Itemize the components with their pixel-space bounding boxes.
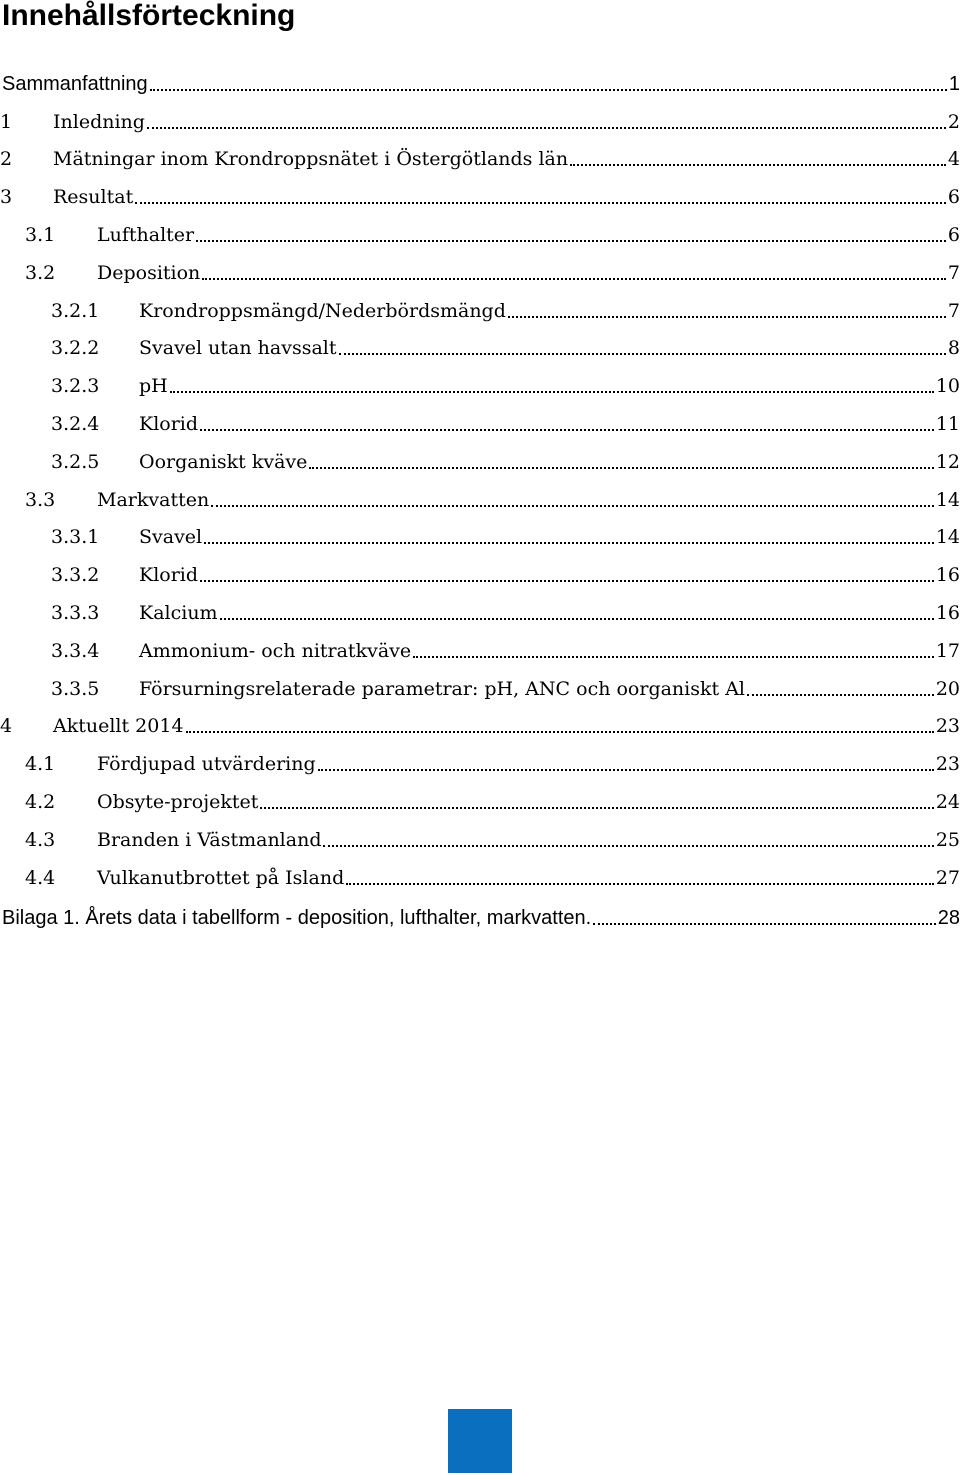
toc-leader-dots [309,467,933,469]
toc-entry-page: 8 [947,337,960,360]
toc-entry-3-3-4[interactable] [0,625,960,663]
toc-list [0,58,960,930]
toc-entry-page: 28 [937,906,960,929]
toc-entry-number: 4 [0,715,13,738]
toc-entry-number: 3.3.2 [51,564,100,587]
toc-leader-dots [260,807,933,809]
toc-leader-dots [339,353,946,355]
toc-entry-number: 3.2 [25,261,56,284]
toc-entry-page: 23 [935,715,960,738]
toc-entry-label: Klorid [139,412,199,435]
toc-entry-3-2-2[interactable] [0,323,960,361]
toc-entry-page: 1 [948,72,960,95]
toc-entry-label: Sammanfattning [2,72,148,95]
toc-entry-3-2-4[interactable] [0,398,960,436]
toc-entry-3-2-3[interactable] [0,360,960,398]
toc-entry-page: 4 [947,148,960,171]
toc-entry-page: 23 [935,753,960,776]
toc-entry-page: 6 [947,186,960,209]
toc-entry-page: 14 [935,526,960,549]
toc-entry-sammanfattning[interactable] [0,58,960,96]
toc-entry-4-4[interactable] [0,852,960,890]
toc-entry-number: 3.3.1 [51,526,100,549]
toc-leader-dots [147,127,946,129]
toc-leader-dots [135,202,946,204]
toc-leader-dots [150,89,947,91]
toc-entry-number: 4.4 [25,866,56,889]
toc-entry-page: 20 [935,677,960,700]
toc-entry-number: 3.3.5 [51,677,100,700]
toc-leader-dots [186,731,934,733]
toc-leader-dots [170,391,934,393]
toc-leader-dots [204,542,934,544]
toc-entry-page: 6 [947,223,960,246]
toc-title: Innehållsförteckning [2,0,296,32]
toc-entry-3-1[interactable] [0,209,960,247]
toc-entry-number: 3.3.3 [51,601,100,624]
toc-entry-number: 3.2.1 [51,299,100,322]
toc-leader-dots [508,316,946,318]
toc-entry-number: 4.3 [25,828,56,851]
toc-entry-4-3[interactable] [0,814,960,852]
toc-entry-label: Resultat [53,186,134,209]
toc-entry-label: Obsyte-projektet [97,790,259,813]
toc-entry-label: Inledning [53,110,145,133]
toc-entry-3-3-2[interactable] [0,549,960,587]
toc-entry-label: Oorganiskt kväve [139,450,308,473]
toc-leader-dots [211,505,934,507]
toc-entry-3-2-1[interactable] [0,285,960,323]
toc-entry-page: 25 [935,828,960,851]
toc-entry-4-2[interactable] [0,776,960,814]
toc-leader-dots [200,580,934,582]
toc-entry-label: pH [139,375,168,398]
toc-entry-label: Krondroppsmängd/Nederbördsmängd [139,299,506,322]
toc-entry-label: Bilaga 1. Årets data i tabellform - deposition, lufthalter, markvatten. [2,906,592,929]
toc-leader-dots [747,694,934,696]
toc-entry-number: 3.3.4 [51,639,100,662]
toc-entry-3-3-5[interactable] [0,663,960,701]
toc-entry-page: 7 [947,261,960,284]
toc-entry-number: 4.1 [25,753,56,776]
toc-entry-number: 3.1 [25,223,56,246]
toc-entry-label: Kalcium [139,601,218,624]
toc-entry-4-1[interactable] [0,738,960,776]
toc-leader-dots [323,845,933,847]
toc-entry-3-3[interactable] [0,474,960,512]
toc-entry-number: 1 [0,110,13,133]
toc-entry-page: 10 [935,375,960,398]
toc-entry-page: 7 [947,299,960,322]
toc-entry-1[interactable] [0,96,960,134]
toc-entry-number: 3 [0,186,13,209]
toc-entry-page: 24 [935,790,960,813]
toc-entry-label: Aktuellt 2014 [53,715,184,738]
toc-entry-label: Mätningar inom Krondroppsnätet i Östergötlands län [53,148,569,171]
toc-entry-page: 16 [935,601,960,624]
footer-logo-square [448,1409,512,1473]
toc-leader-dots [196,240,946,242]
toc-leader-dots [593,923,936,925]
toc-entry-label: Markvatten [97,488,210,511]
toc-entry-bilaga-1[interactable] [0,890,960,930]
toc-leader-dots [202,278,946,280]
toc-entry-label: Fördjupad utvärdering [97,753,316,776]
toc-entry-number: 4.2 [25,790,56,813]
toc-leader-dots [413,656,934,658]
toc-entry-page: 12 [935,450,960,473]
toc-entry-label: Klorid [139,564,199,587]
toc-entry-label: Svavel [139,526,203,549]
toc-entry-page: 16 [935,564,960,587]
toc-entry-page: 27 [935,866,960,889]
toc-entry-3[interactable] [0,171,960,209]
toc-entry-number: 2 [0,148,13,171]
toc-entry-2[interactable] [0,134,960,172]
toc-leader-dots [200,429,934,431]
toc-entry-label: Deposition [97,261,201,284]
toc-entry-label: Branden i Västmanland [97,828,322,851]
toc-entry-label: Vulkanutbrottet på Island [97,866,345,889]
toc-entry-4[interactable] [0,701,960,739]
toc-entry-label: Ammonium- och nitratkväve [139,639,412,662]
toc-entry-number: 3.2.4 [51,412,100,435]
toc-entry-label: Lufthalter [97,223,195,246]
toc-leader-dots [318,769,934,771]
toc-entry-page: 2 [947,110,960,133]
toc-entry-number: 3.2.3 [51,375,100,398]
toc-entry-page: 11 [935,412,960,435]
toc-leader-dots [346,883,934,885]
toc-entry-3-3-1[interactable] [0,512,960,550]
toc-entry-number: 3.3 [25,488,56,511]
toc-entry-3-3-3[interactable] [0,587,960,625]
toc-entry-number: 3.2.2 [51,337,100,360]
toc-entry-number: 3.2.5 [51,450,100,473]
toc-entry-3-2-5[interactable] [0,436,960,474]
toc-entry-page: 14 [935,488,960,511]
toc-entry-page: 17 [935,639,960,662]
toc-leader-dots [570,164,946,166]
toc-leader-dots [220,618,934,620]
toc-entry-label: Försurningsrelaterade parametrar: pH, ANC och oorganiskt Al [139,677,745,700]
toc-entry-label: Svavel utan havssalt [139,337,337,360]
toc-entry-3-2[interactable] [0,247,960,285]
